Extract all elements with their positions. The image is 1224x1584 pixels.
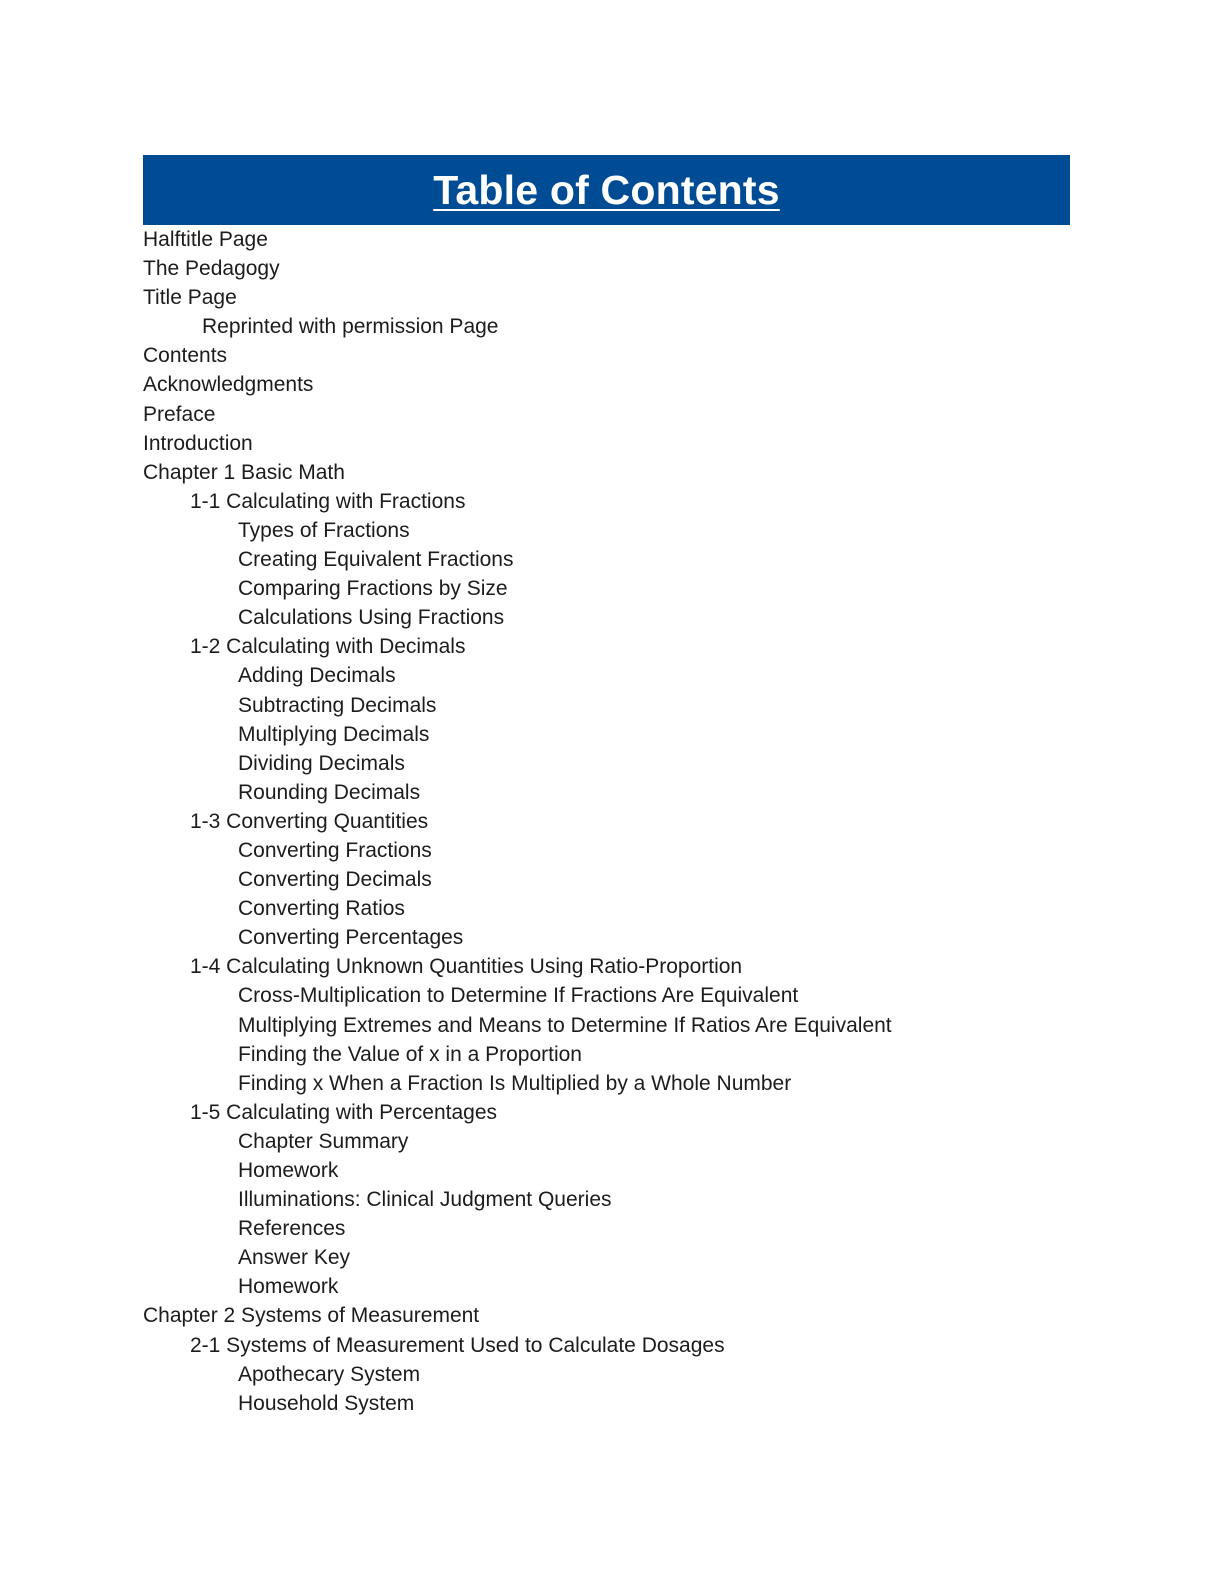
toc-entry: Creating Equivalent Fractions (238, 548, 514, 572)
toc-entry: Converting Decimals (238, 868, 432, 892)
toc-entry: Converting Fractions (238, 838, 432, 862)
toc-entry: Dividing Decimals (238, 751, 405, 775)
toc-entry: Reprinted with permission Page (202, 315, 499, 339)
toc-entry: Rounding Decimals (238, 780, 421, 804)
toc-entry: Chapter 1 Basic Math (143, 460, 345, 484)
title-banner (143, 155, 1070, 225)
toc-list (143, 225, 1083, 1418)
toc-entry: Finding x When a Fraction Is Multiplied by a Whole Number (238, 1071, 792, 1095)
toc-entry: 1-4 Calculating Unknown Quantities Using Ratio-Proportion (190, 955, 743, 979)
toc-entry: Halftitle Page (143, 228, 268, 251)
toc-entry: Calculations Using Fractions (238, 606, 505, 630)
toc-entry: Introduction (143, 431, 253, 455)
toc-entry: Comparing Fractions by Size (238, 577, 508, 601)
toc-entry: 1-5 Calculating with Percentages (190, 1100, 498, 1124)
toc-entry: 1-1 Calculating with Fractions (190, 489, 466, 513)
toc-entry: Converting Ratios (238, 897, 405, 921)
toc-entry: Household System (238, 1391, 415, 1415)
toc-entry: Chapter 2 Systems of Measurement (143, 1304, 480, 1328)
toc-entry: Converting Percentages (238, 926, 464, 950)
toc-entry: Finding the Value of x in a Proportion (238, 1042, 582, 1066)
toc-entry: Cross-Multiplication to Determine If Fractions Are Equivalent (238, 984, 799, 1008)
toc-entry: Chapter Summary (238, 1129, 409, 1153)
toc-entry: Answer Key (238, 1246, 351, 1270)
toc-entry: Subtracting Decimals (238, 693, 437, 717)
toc-entry: The Pedagogy (143, 257, 280, 281)
toc-entry: Title Page (143, 286, 237, 310)
toc-entry: Types of Fractions (238, 518, 410, 542)
toc-entry: Acknowledgments (143, 373, 314, 397)
page-title: Table of Contents (433, 166, 780, 213)
toc-entry: 1-2 Calculating with Decimals (190, 635, 466, 659)
toc-entry: 1-3 Converting Quantities (190, 809, 429, 833)
toc-entry: Multiplying Extremes and Means to Determine If Ratios Are Equivalent (238, 1013, 892, 1037)
toc-entry: Homework (238, 1159, 339, 1182)
toc-entry: Apothecary System (238, 1362, 421, 1386)
toc-entry: Homework (238, 1275, 339, 1299)
toc-entry: Adding Decimals (238, 664, 396, 688)
toc-entry: Illuminations: Clinical Judgment Queries (238, 1188, 612, 1212)
toc-entry: 2-1 Systems of Measurement Used to Calculate Dosages (190, 1333, 725, 1357)
toc-entry: References (238, 1217, 346, 1241)
toc-entry: Preface (143, 402, 216, 426)
toc-entry: Multiplying Decimals (238, 722, 430, 746)
toc-entry: Contents (143, 344, 228, 368)
